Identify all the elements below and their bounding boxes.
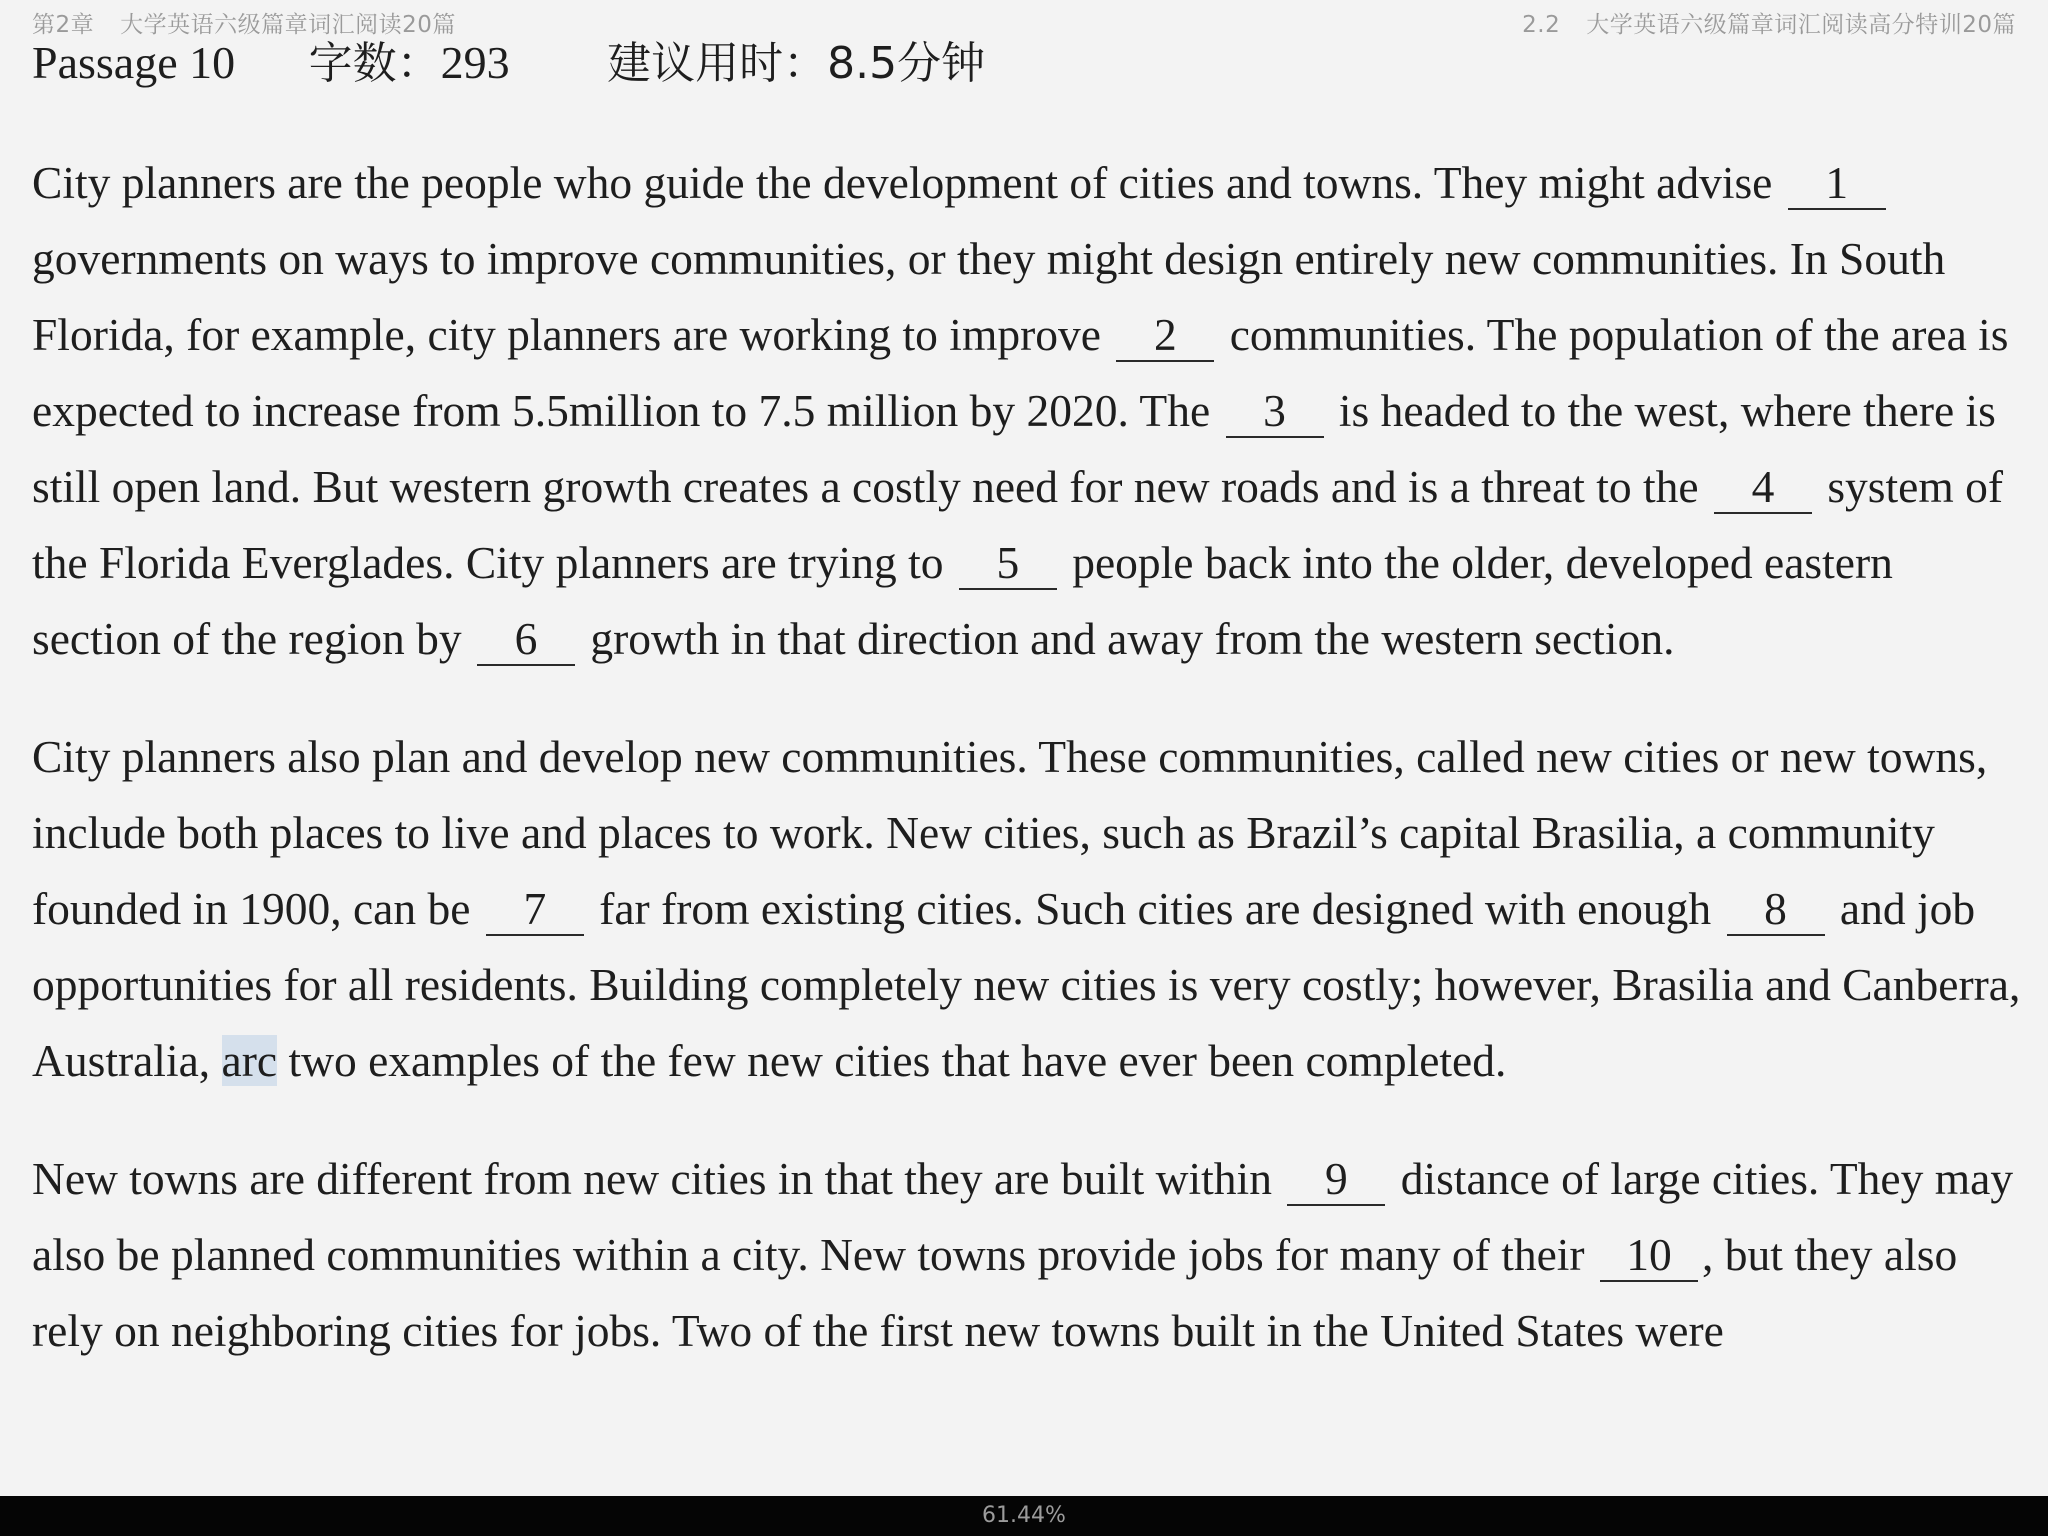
answer-blank[interactable]: 4: [1714, 462, 1812, 514]
answer-blank[interactable]: 5: [959, 538, 1057, 590]
answer-blank[interactable]: 3: [1226, 386, 1324, 438]
text-run: communities. The population of the area is expected to increase from 5.5million to 7.5 million by 2020. The: [32, 309, 2020, 436]
text-run: far from existing cities. Such cities are designed with enough: [587, 883, 1723, 934]
highlighted-word[interactable]: arc: [221, 1035, 278, 1086]
chapter-number: 第2章: [32, 12, 95, 38]
section-number: 2.2: [1522, 12, 1561, 38]
text-run: New towns are different from new cities in that they are built within: [32, 1153, 1284, 1204]
suggested-time-value: 8.5分钟: [827, 38, 986, 89]
answer-blank[interactable]: 7: [486, 884, 584, 936]
passage-paragraph: [32, 1141, 2025, 1369]
text-run: growth in that direction and away from the western section.: [578, 613, 1675, 664]
text-run: people back into the older, developed eastern section of the region by: [32, 537, 1905, 664]
passage-body[interactable]: [32, 145, 2030, 1411]
text-run: and job opportunities for all residents. Building completely new cities is very costly; however, Brasilia and Canberra, Australia,: [32, 883, 2030, 1086]
passage-heading: [32, 34, 985, 93]
suggested-time: [607, 34, 985, 93]
reading-progress-bar: [0, 1496, 2048, 1536]
text-run: City planners are the people who guide the development of cities and towns. They might advise: [32, 157, 1784, 208]
answer-blank[interactable]: 8: [1727, 884, 1825, 936]
text-run: is headed to the west, where there is still open land. But western growth creates a costly need for new roads and is a threat to the: [32, 385, 2008, 512]
text-run: two examples of the few new cities that have ever been completed.: [277, 1035, 1507, 1086]
running-head-section: [1522, 6, 2016, 39]
text-run: City planners also plan and develop new communities. These communities, called new cities or new towns, include both places to live and places to work. New cities, such as Brazil’s capital Brasilia, a community founded in 1900, can be: [32, 731, 1999, 934]
section-title: 大学英语六级篇章词汇阅读高分特训20篇: [1586, 12, 2016, 38]
answer-blank[interactable]: 2: [1116, 310, 1214, 362]
answer-blank[interactable]: 10: [1600, 1230, 1698, 1282]
answer-blank[interactable]: 6: [477, 614, 575, 666]
text-run: distance of large cities. They may also be planned communities within a city. New towns provide jobs for many of their: [32, 1153, 2025, 1280]
word-count-value: 293: [440, 37, 510, 88]
chapter-title: 大学英语六级篇章词汇阅读20篇: [120, 12, 456, 38]
passage-paragraph: [32, 719, 2030, 1099]
text-run: governments on ways to improve communities, or they might design entirely new communities. In South Florida, for example, city planners are working to improve: [32, 157, 1957, 360]
word-count: [309, 34, 510, 93]
suggested-time-label: 建议用时：: [607, 38, 828, 89]
answer-blank[interactable]: 1: [1788, 158, 1886, 210]
text-run: system of the Florida Everglades. City planners are trying to: [32, 461, 2015, 588]
answer-blank[interactable]: 9: [1287, 1154, 1385, 1206]
passage-paragraph: [32, 145, 2022, 677]
text-run: , but they also rely on neighboring cities for jobs. Two of the first new towns built in the United States were: [32, 1229, 1969, 1356]
reading-progress: 61.44%: [982, 1503, 1066, 1528]
passage-label: Passage 10: [32, 37, 236, 88]
word-count-label: 字数：: [308, 38, 441, 89]
